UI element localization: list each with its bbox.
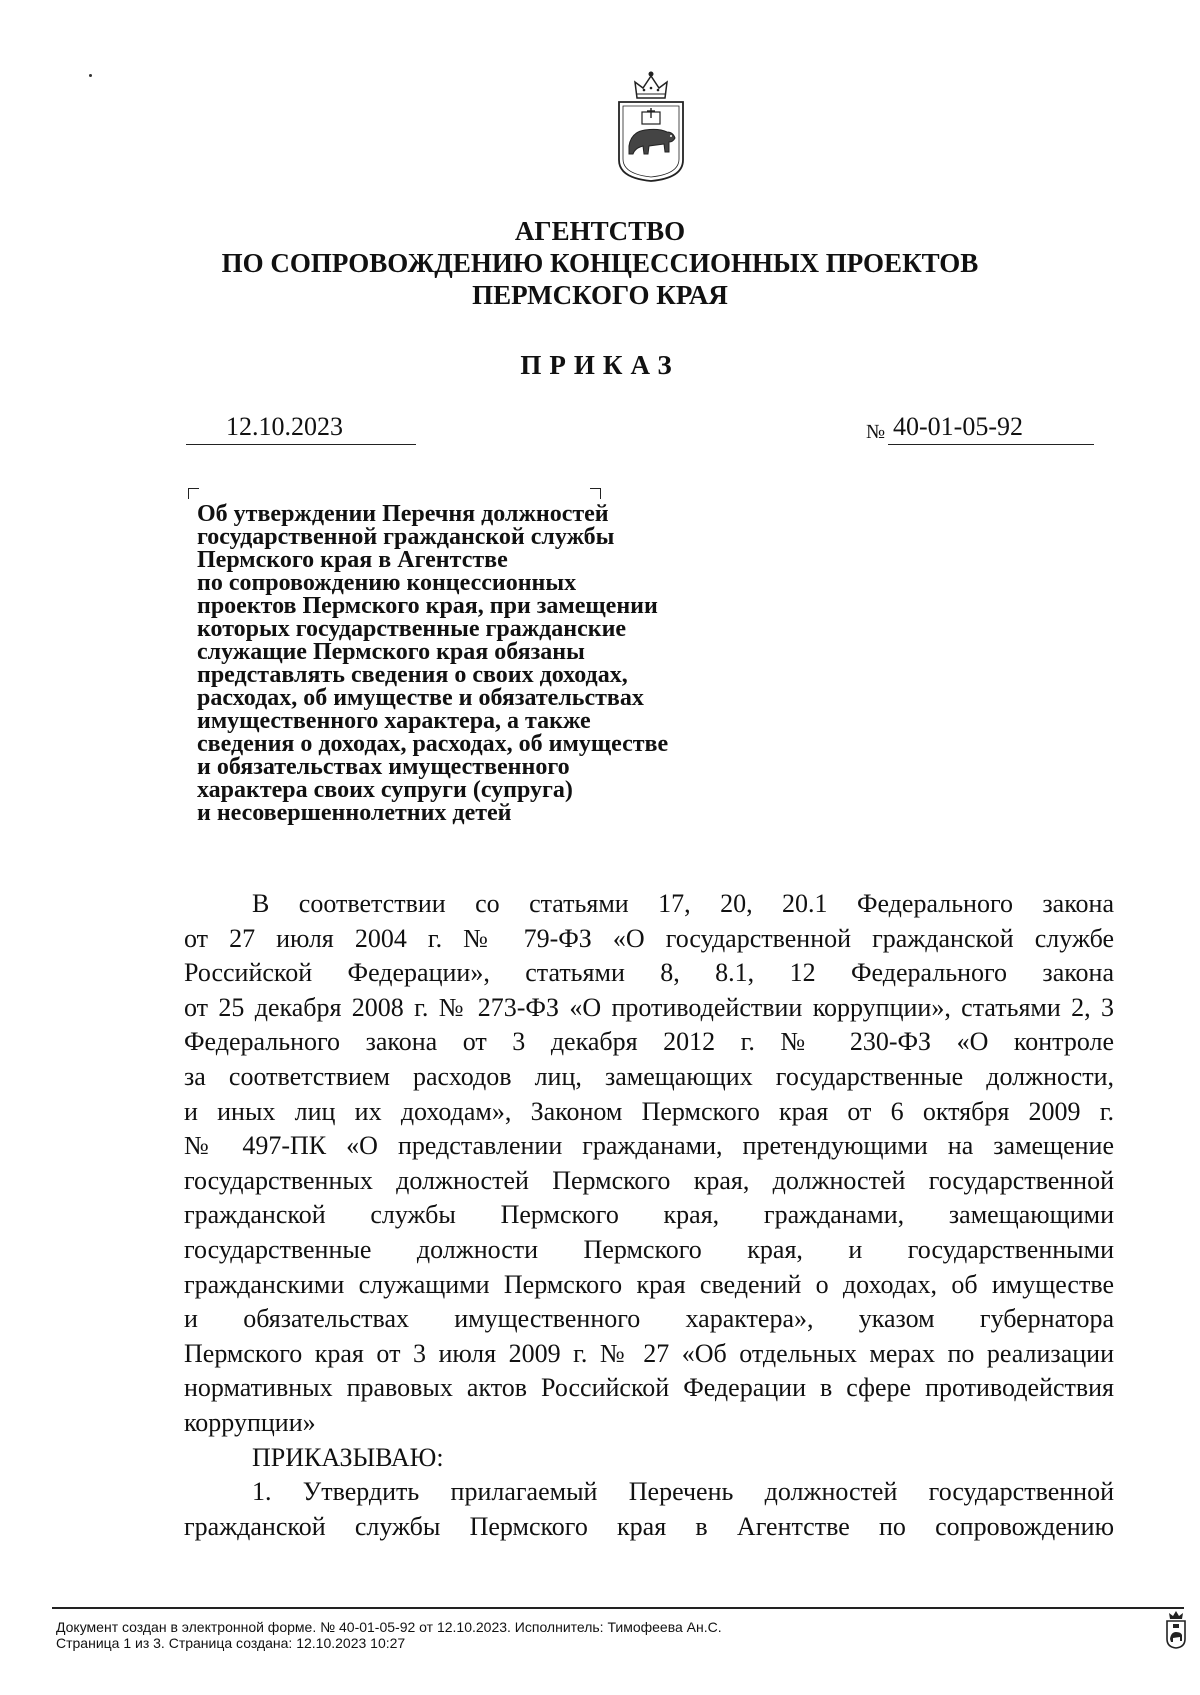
body-line: В соответствии со статьями 17, 20, 20.1 Федерального закона: [252, 889, 1114, 918]
body-line: гражданской службы Пермского края в Агентстве по сопровождению: [184, 1511, 1114, 1541]
number-underline: [888, 444, 1094, 445]
title-line: имущественного характера, а также: [197, 708, 591, 734]
title-line: представлять сведения о своих доходах,: [197, 662, 628, 688]
title-corner-left: [188, 488, 199, 499]
title-line: Об утверждении Перечня должностей: [197, 501, 609, 527]
document-title: [197, 503, 668, 825]
body-line: ПРИКАЗЫВАЮ:: [252, 1442, 444, 1472]
footer-divider: [52, 1607, 1184, 1609]
document-number: 40-01-05-92: [893, 412, 1023, 441]
scan-speck: [89, 74, 92, 77]
body-line: коррупции»: [184, 1407, 316, 1437]
title-line: по сопровождению концессионных: [197, 570, 577, 596]
agency-name: [0, 215, 1200, 311]
title-line: и обязательствах имущественного: [197, 754, 570, 780]
title-line: характера своих супруги (супруга): [197, 777, 573, 803]
title-line: проектов Пермского края, при замещении: [197, 593, 658, 619]
title-line: сведения о доходах, расходах, об имуществе: [197, 731, 669, 757]
body-line: гражданской службы Пермского края, гражданами, замещающими: [184, 1200, 1114, 1230]
body-line: от 27 июля 2004 г. № 79-ФЗ «О государственной гражданской службе: [184, 923, 1114, 953]
title-corner-right: [590, 488, 601, 499]
title-line: Пермского края в Агентстве: [197, 547, 508, 573]
title-line: служащие Пермского края обязаны: [197, 639, 585, 665]
document-date: 12.10.2023: [226, 412, 343, 441]
title-line: и несовершеннолетних детей: [197, 800, 512, 826]
document-type: ПРИКАЗ: [520, 350, 680, 380]
body-line: государственных должностей Пермского края, должностей государственной: [184, 1165, 1114, 1195]
agency-name-line: ПЕРМСКОГО КРАЯ: [472, 280, 728, 310]
body-line: и обязательствах имущественного характера», указом губернатора: [184, 1304, 1114, 1334]
body-line: и иных лиц их доходам», Законом Пермского края от 6 октября 2009 г.: [184, 1096, 1114, 1126]
number-sign: №: [866, 421, 886, 443]
date-underline: [186, 444, 416, 445]
body-line: за соответствием расходов лиц, замещающих государственные должности,: [184, 1061, 1114, 1091]
agency-name-line: ПО СОПРОВОЖДЕНИЮ КОНЦЕССИОННЫХ ПРОЕКТОВ: [221, 248, 979, 278]
body-line: 1. Утвердить прилагаемый Перечень должностей государственной: [252, 1477, 1114, 1507]
footer-line: Страница 1 из 3. Страница создана: 12.10.2023 10:27: [56, 1635, 406, 1651]
title-line: расходах, об имуществе и обязательствах: [197, 685, 644, 711]
body-line: Российской Федерации», статьями 8, 8.1, 12 Федерального закона: [184, 958, 1114, 988]
document-body: [184, 887, 1114, 1544]
title-line: которых государственные гражданские: [197, 616, 627, 642]
body-line: Федерального закона от 3 декабря 2012 г. № 230-ФЗ «О контроле: [184, 1027, 1114, 1057]
body-line: государственные должности Пермского края, и государственными: [184, 1234, 1114, 1264]
document-footer: [56, 1619, 722, 1651]
body-line: нормативных правовых актов Российской Федерации в сфере противодействия: [184, 1373, 1114, 1403]
body-line: гражданскими служащими Пермского края сведений о доходах, об имуществе: [184, 1269, 1114, 1299]
footer-line: Документ создан в электронной форме. № 40-01-05-92 от 12.10.2023. Исполнитель: Тимофеева Ан.С.: [56, 1619, 722, 1635]
body-line: № 497-ПК «О представлении гражданами, претендующими на замещение: [184, 1131, 1114, 1161]
perm-krai-coat-of-arms-icon: [615, 68, 687, 184]
perm-krai-small-emblem-icon: [1164, 1611, 1188, 1649]
agency-name-line: АГЕНТСТВО: [514, 216, 686, 246]
title-line: государственной гражданской службы: [197, 524, 615, 550]
body-line: Пермского края от 3 июля 2009 г. № 27 «Об отдельных мерах по реализации: [184, 1338, 1114, 1368]
body-line: от 25 декабря 2008 г. № 273-ФЗ «О противодействии коррупции», статьями 2, 3: [184, 992, 1114, 1022]
